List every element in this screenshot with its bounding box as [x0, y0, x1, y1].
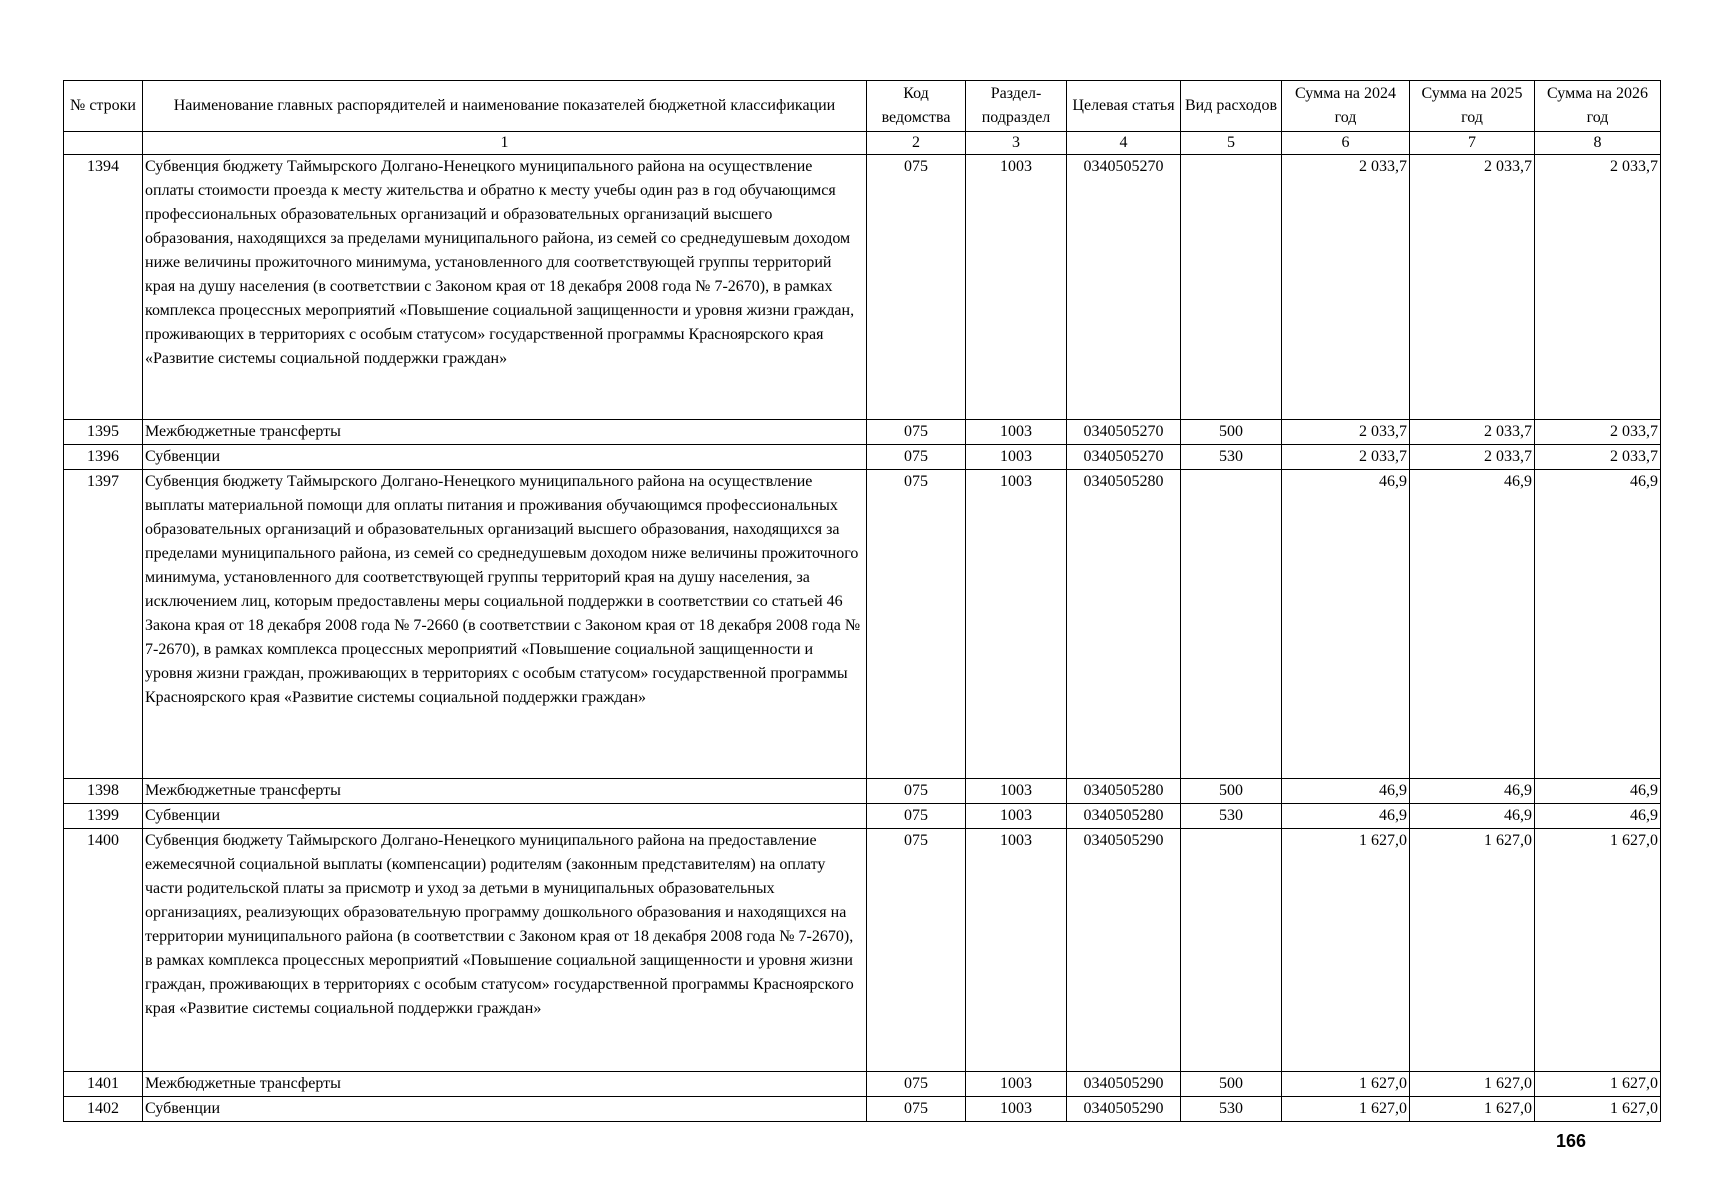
- expense-type: 530: [1181, 445, 1282, 470]
- expense-type: 500: [1181, 420, 1282, 445]
- row-number: 1396: [64, 445, 143, 470]
- sum-2026: 2 033,7: [1535, 155, 1661, 420]
- table-row: [64, 155, 1661, 420]
- row-number: 1399: [64, 804, 143, 829]
- ved-code: 075: [867, 1072, 966, 1097]
- target-article: 0340505270: [1067, 420, 1181, 445]
- column-number: 4: [1067, 132, 1181, 155]
- sum-2026: 46,9: [1535, 470, 1661, 779]
- row-name: Межбюджетные трансферты: [143, 420, 867, 445]
- column-number: 3: [966, 132, 1067, 155]
- razdel-code: 1003: [966, 155, 1067, 420]
- razdel-code: 1003: [966, 829, 1067, 1072]
- target-article: 0340505270: [1067, 445, 1181, 470]
- header-name: Наименование главных распорядителей и наименование показателей бюджетной классификации: [143, 81, 867, 132]
- sum-2025: 2 033,7: [1410, 420, 1535, 445]
- target-article: 0340505280: [1067, 470, 1181, 779]
- column-number-row: [64, 132, 1661, 155]
- razdel-code: 1003: [966, 1097, 1067, 1122]
- row-number: 1400: [64, 829, 143, 1072]
- column-number: 6: [1282, 132, 1410, 155]
- target-article: 0340505270: [1067, 155, 1181, 420]
- expense-type: [1181, 829, 1282, 1072]
- column-number: 2: [867, 132, 966, 155]
- table-row: [64, 1072, 1661, 1097]
- sum-2025: 46,9: [1410, 779, 1535, 804]
- row-number: 1401: [64, 1072, 143, 1097]
- razdel-code: 1003: [966, 779, 1067, 804]
- table-row: [64, 804, 1661, 829]
- header-sum-2024: Сумма на 2024 год: [1282, 81, 1410, 132]
- budget-table: [63, 80, 1661, 1122]
- expense-type: 500: [1181, 1072, 1282, 1097]
- sum-2024: 2 033,7: [1282, 155, 1410, 420]
- table-row: [64, 420, 1661, 445]
- razdel-code: 1003: [966, 1072, 1067, 1097]
- target-article: 0340505280: [1067, 804, 1181, 829]
- table-row: [64, 1097, 1661, 1122]
- header-sum-2025: Сумма на 2025 год: [1410, 81, 1535, 132]
- ved-code: 075: [867, 470, 966, 779]
- expense-type: 530: [1181, 804, 1282, 829]
- sum-2025: 46,9: [1410, 470, 1535, 779]
- budget-document: [63, 80, 1661, 1122]
- row-name: Субвенция бюджету Таймырского Долгано-Ненецкого муниципального района на осуществление оплаты стоимости проезда к месту жительства и обратно к месту учебы один раз в год обучающимся профессиональных образовательных организаций и образовательных организаций высшего образования, находящихся за пределами муниципального района, из семей со среднедушевым доходом ниже величины прожиточного минимума, установленного для соответствующей группы территорий края на душу населения (в соответствии с Законом края от 18 декабря 2008 года № 7-2670), в рамках комплекса процессных мероприятий «Повышение социальной защищенности и уровня жизни граждан, проживающих в территориях с особым статусом» государственной программы Красноярского края «Развитие системы социальной поддержки граждан»: [143, 155, 867, 420]
- header-expense-type: Вид расходов: [1181, 81, 1282, 132]
- sum-2025: 1 627,0: [1410, 1097, 1535, 1122]
- row-number: 1395: [64, 420, 143, 445]
- table-row: [64, 445, 1661, 470]
- row-name: Субвенции: [143, 445, 867, 470]
- header-row-number: № строки: [64, 81, 143, 132]
- table-row: [64, 470, 1661, 779]
- sum-2025: 2 033,7: [1410, 155, 1535, 420]
- header-ved: Код ведомства: [867, 81, 966, 132]
- column-number: 1: [143, 132, 867, 155]
- row-number: 1398: [64, 779, 143, 804]
- ved-code: 075: [867, 1097, 966, 1122]
- row-name: Субвенции: [143, 804, 867, 829]
- target-article: 0340505280: [1067, 779, 1181, 804]
- sum-2024: 2 033,7: [1282, 420, 1410, 445]
- ved-code: 075: [867, 779, 966, 804]
- target-article: 0340505290: [1067, 1072, 1181, 1097]
- expense-type: [1181, 155, 1282, 420]
- column-number: 7: [1410, 132, 1535, 155]
- expense-type: [1181, 470, 1282, 779]
- sum-2024: 1 627,0: [1282, 829, 1410, 1072]
- razdel-code: 1003: [966, 470, 1067, 779]
- sum-2025: 2 033,7: [1410, 445, 1535, 470]
- sum-2025: 46,9: [1410, 804, 1535, 829]
- row-name: Межбюджетные трансферты: [143, 779, 867, 804]
- header-row: [64, 81, 1661, 132]
- target-article: 0340505290: [1067, 829, 1181, 1072]
- table-row: [64, 779, 1661, 804]
- sum-2024: 1 627,0: [1282, 1097, 1410, 1122]
- row-name: Субвенция бюджету Таймырского Долгано-Ненецкого муниципального района на предоставление ежемесячной социальной выплаты (компенсации) родителям (законным представителям) на оплату части родительской платы за присмотр и уход за детьми в муниципальных образовательных организациях, реализующих образовательную программу дошкольного образования и находящихся на территории муниципального района (в соответствии с Законом края от 18 декабря 2008 года № 7-2670), в рамках комплекса процессных мероприятий «Повышение социальной защищенности и уровня жизни граждан, проживающих в территориях с особым статусом» государственной программы Красноярского края «Развитие системы социальной поддержки граждан»: [143, 829, 867, 1072]
- sum-2024: 46,9: [1282, 470, 1410, 779]
- column-number: [64, 132, 143, 155]
- razdel-code: 1003: [966, 804, 1067, 829]
- ved-code: 075: [867, 445, 966, 470]
- header-sum-2026: Сумма на 2026 год: [1535, 81, 1661, 132]
- row-name: Межбюджетные трансферты: [143, 1072, 867, 1097]
- column-number: 5: [1181, 132, 1282, 155]
- row-name: Субвенция бюджету Таймырского Долгано-Ненецкого муниципального района на осуществление выплаты материальной помощи для оплаты питания и проживания обучающимся профессиональных образовательных организаций и образовательных организаций высшего образования, находящихся за пределами муниципального района, из семей со среднедушевым доходом ниже величины прожиточного минимума, установленного для соответствующей группы территорий края на душу населения, за исключением лиц, которым предоставлены меры социальной поддержки в соответствии со статьей 46 Закона края от 18 декабря 2008 года № 7-2660 (в соответствии с Законом края от 18 декабря 2008 года № 7-2670), в рамках комплекса процессных мероприятий «Повышение социальной защищенности и уровня жизни граждан, проживающих в территориях с особым статусом» государственной программы Красноярского края «Развитие системы социальной поддержки граждан»: [143, 470, 867, 779]
- sum-2026: 1 627,0: [1535, 1072, 1661, 1097]
- sum-2025: 1 627,0: [1410, 1072, 1535, 1097]
- ved-code: 075: [867, 829, 966, 1072]
- row-number: 1394: [64, 155, 143, 420]
- sum-2026: 1 627,0: [1535, 1097, 1661, 1122]
- header-target-article: Целевая статья: [1067, 81, 1181, 132]
- sum-2024: 46,9: [1282, 804, 1410, 829]
- razdel-code: 1003: [966, 420, 1067, 445]
- sum-2024: 2 033,7: [1282, 445, 1410, 470]
- column-number: 8: [1535, 132, 1661, 155]
- sum-2025: 1 627,0: [1410, 829, 1535, 1072]
- table-row: [64, 829, 1661, 1072]
- ved-code: 075: [867, 420, 966, 445]
- target-article: 0340505290: [1067, 1097, 1181, 1122]
- sum-2026: 2 033,7: [1535, 445, 1661, 470]
- expense-type: 530: [1181, 1097, 1282, 1122]
- sum-2026: 1 627,0: [1535, 829, 1661, 1072]
- row-name: Субвенции: [143, 1097, 867, 1122]
- sum-2026: 2 033,7: [1535, 420, 1661, 445]
- expense-type: 500: [1181, 779, 1282, 804]
- ved-code: 075: [867, 804, 966, 829]
- razdel-code: 1003: [966, 445, 1067, 470]
- row-number: 1397: [64, 470, 143, 779]
- header-razdel: Раздел-подраздел: [966, 81, 1067, 132]
- sum-2024: 1 627,0: [1282, 1072, 1410, 1097]
- row-number: 1402: [64, 1097, 143, 1122]
- sum-2026: 46,9: [1535, 779, 1661, 804]
- page-number: 166: [1556, 1131, 1587, 1151]
- ved-code: 075: [867, 155, 966, 420]
- sum-2026: 46,9: [1535, 804, 1661, 829]
- sum-2024: 46,9: [1282, 779, 1410, 804]
